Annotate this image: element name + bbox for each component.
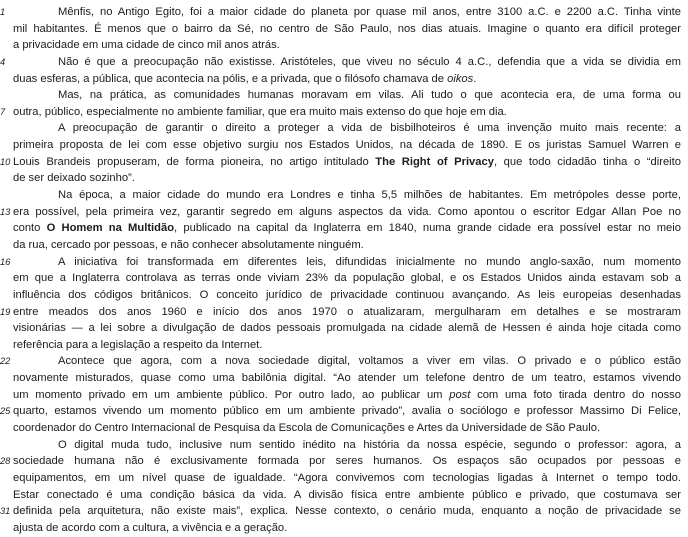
text-line — [13, 370, 681, 387]
line-text: Acontece que agora, com a nova sociedade digital, voltamos a viver em vilas. O privado e o público estão — [58, 355, 681, 368]
line-text: definida pela arquitetura, não existe mais”, explica. Nesse contexto, o cenário muda, enquanto a noção de privacidade se — [13, 505, 681, 518]
line-number: 28 — [0, 456, 11, 467]
line-text: sociedade humana não é exclusivamente formada por seres humanos. Os espaços são ocupados por pessoas e — [13, 455, 681, 468]
line-number: 25 — [0, 406, 11, 417]
text-line — [0, 304, 681, 321]
line-number: 19 — [0, 306, 11, 317]
text-line — [13, 220, 681, 237]
text-line — [13, 320, 681, 337]
line-text: referência para a legislação a respeito da Internet. — [13, 338, 263, 351]
text-line — [0, 503, 681, 520]
line-text: duas esferas, a pública, que acontecia na pólis, e a privada, que o filósofo chamava de oikos. — [13, 72, 477, 85]
text-line — [13, 520, 681, 537]
text-line — [13, 187, 681, 204]
line-text: A preocupação de garantir o direito a proteger a vida de bisbilhoteiros é uma invenção muito mais recente: a — [58, 122, 681, 135]
line-text: Na época, a maior cidade do mundo era Londres e tinha 5,5 milhões de habitantes. Em metrópoles desse porte, — [58, 189, 681, 202]
line-text: A iniciativa foi transformada em diferentes leis, difundidas inicialmente no mundo anglo-saxão, num momento — [58, 255, 681, 268]
text-line — [13, 37, 681, 54]
line-text: era possível, pela primeira vez, garantir segredo em alguns aspectos da vida. Como apontou o escritor Edgar Allan Poe no — [13, 205, 681, 218]
text-line — [0, 154, 681, 171]
line-text: quarto, estamos vivendo um momento público em um ambiente privado”, avalia o sociólogo e professor Massimo Di Felice, — [13, 405, 681, 418]
line-text: Louis Brandeis propuseram, de forma pioneira, no artigo intitulado The Right of Privacy, que todo cidadão tinha o “direito — [13, 155, 681, 168]
line-text: um momento privado em um ambiente público. Por outro lado, ao publicar um post com uma foto tirada dentro do nosso — [13, 388, 681, 401]
line-number: 16 — [0, 256, 11, 267]
text-line — [0, 254, 681, 271]
line-number: 1 — [0, 7, 6, 17]
text-line — [13, 487, 681, 504]
line-number: 31 — [0, 506, 11, 517]
text-line — [13, 87, 681, 104]
line-text: coordenador do Centro Internacional de Pesquisa da Escola de Comunicações e Artes da Universidade de São Paulo. — [13, 422, 601, 435]
text-line — [0, 54, 681, 71]
text-line — [0, 453, 681, 470]
line-text: mil habitantes. É menos que o bairro da Sé, no centro de São Paulo, nos dias atuais. Imagine o quanto era difícil proteger — [13, 22, 681, 35]
text-line — [13, 420, 681, 437]
text-line — [0, 104, 681, 121]
text-line — [13, 337, 681, 354]
line-text: equipamentos, em um nível quase de igualdade. “Agora convivemos com tecnologias ligadas à Internet o tempo todo. — [13, 471, 681, 484]
text-body — [0, 4, 681, 537]
text-line — [13, 237, 681, 254]
line-text: influência dos códigos britânicos. O conceito jurídico de privacidade continuou avançando. As leis europeias desenhadas — [13, 288, 681, 301]
text-line — [0, 4, 681, 21]
line-text: entre meados dos anos 1960 e início dos anos 1970 o atualizaram, mergulharam em detalhes e se mostraram — [13, 305, 681, 318]
line-text: Estar conectado é uma condição básica da vida. A divisão física entre ambiente público e privado, que costumava ser — [13, 488, 681, 501]
text-line — [13, 137, 681, 154]
text-line — [13, 387, 681, 404]
text-line — [13, 287, 681, 304]
text-line — [13, 270, 681, 287]
text-line — [0, 403, 681, 420]
text-line — [13, 120, 681, 137]
line-number: 10 — [0, 156, 11, 167]
line-text: de ser deixado sozinho”. — [13, 172, 135, 185]
line-text: novamente misturados, quase como uma babilônia digital. “Ao atender um telefone dentro de um teatro, estamos vivendo — [13, 372, 681, 385]
line-number: 22 — [0, 356, 11, 367]
line-text: conto O Homem na Multidão, publicado na capital da Inglaterra em 1840, numa grande cidade era possível estar no meio — [13, 222, 681, 235]
text-line — [13, 437, 681, 454]
text-line — [0, 353, 681, 370]
line-text: Não é que a preocupação não existisse. Aristóteles, que viveu no século 4 a.C., defendia que a vida se dividia em — [58, 55, 681, 68]
line-text: da rua, cercado por pessoas, e não conhecer absolutamente ninguém. — [13, 238, 364, 251]
line-text: em que a Inglaterra controlava as terras onde viviam 23% da população global, e os Estados Unidos ainda estavam sob a — [13, 272, 681, 285]
line-text: primeira proposta de lei com esse objetivo surgiu nos Estados Unidos, na década de 1890. E os juristas Samuel Warren e — [13, 139, 681, 152]
line-text: a privacidade em uma cidade de cinco mil anos atrás. — [13, 39, 280, 52]
text-line — [13, 71, 681, 88]
line-text: Mas, na prática, as comunidades humanas moravam em vilas. Ali tudo o que acontecia era, de uma forma ou — [58, 89, 681, 102]
line-text: outra, público, especialmente no ambiente familiar, que era muito mais extenso do que hoje em dia. — [13, 105, 507, 118]
line-text: O digital muda tudo, inclusive num sentido inédito na história da nossa espécie, segundo o professor: agora, a — [58, 438, 681, 451]
text-line — [0, 204, 681, 221]
line-number: 13 — [0, 206, 11, 217]
text-line — [13, 470, 681, 487]
line-number: 4 — [0, 56, 6, 67]
text-line — [13, 21, 681, 38]
line-text: ajusta de acordo com a cultura, a vivência e a geração. — [13, 521, 288, 534]
line-number: 7 — [0, 106, 6, 117]
text-line — [13, 170, 681, 187]
line-text: Mênfis, no Antigo Egito, foi a maior cidade do planeta por quase mil anos, entre 3100 a.C. e 2200 a.C. Tinha vinte — [58, 6, 681, 18]
line-text: visionárias — a lei sobre a divulgação de dados pessoais promulgada na cidade alemã de Hessen é ainda hoje citada como — [13, 322, 681, 335]
